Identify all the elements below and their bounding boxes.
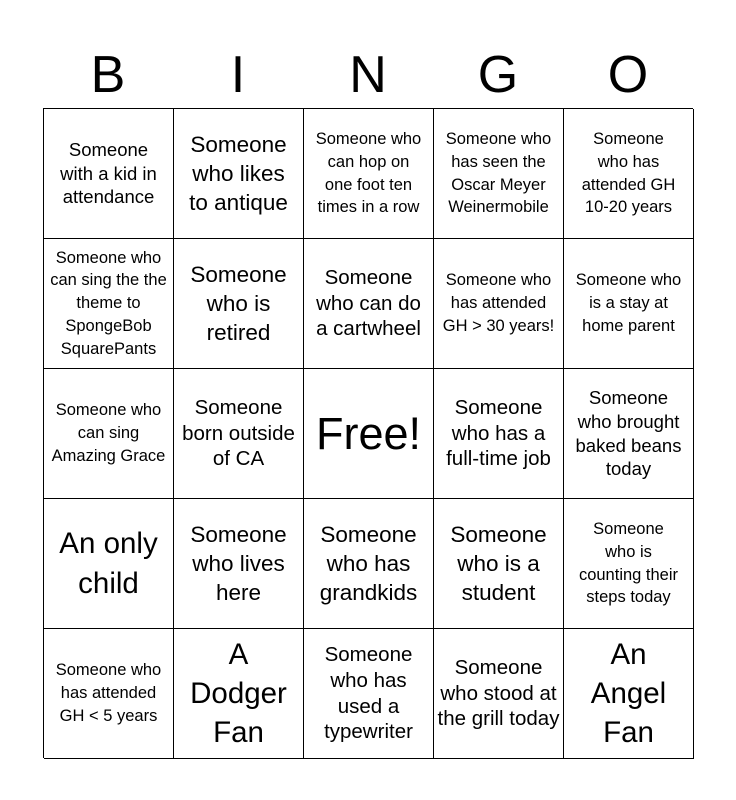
bingo-cell[interactable] (174, 629, 304, 759)
bingo-cell[interactable] (44, 629, 174, 759)
cell-text: Someone who brought baked beans today (575, 387, 682, 480)
bingo-cell[interactable] (304, 499, 434, 629)
bingo-cell[interactable] (174, 239, 304, 369)
bingo-cell[interactable] (564, 499, 694, 629)
cell-text: Someone who has a full-time job (446, 395, 551, 471)
free-space-cell[interactable] (304, 369, 434, 499)
bingo-cell[interactable] (174, 109, 304, 239)
cell-text: An Angel Fan (590, 637, 667, 750)
header-letter-n: N (349, 46, 387, 104)
bingo-cell[interactable] (434, 239, 564, 369)
cell-text: Someone who is retired (190, 261, 287, 346)
cell-text: Someone who has attended GH 10-20 years (581, 129, 676, 217)
bingo-cell[interactable] (434, 629, 564, 759)
cell-text: Someone who lives here (190, 521, 287, 606)
bingo-cell[interactable] (44, 369, 174, 499)
cell-text: Someone who has attended GH > 30 years! (442, 271, 555, 335)
cell-text: Someone with a kid in attendance (60, 138, 157, 208)
cell-text: Someone who can do a cartwheel (316, 265, 421, 341)
bingo-cell[interactable] (564, 239, 694, 369)
header-letter-o: O (607, 46, 649, 104)
cell-text: Someone who can sing Amazing Grace (51, 401, 166, 465)
cell-text: Someone who has grandkids (319, 521, 418, 606)
bingo-cell[interactable] (304, 629, 434, 759)
cell-text: Someone who likes to antique (189, 131, 288, 216)
bingo-cell[interactable] (564, 369, 694, 499)
bingo-cell[interactable] (304, 109, 434, 239)
bingo-cell[interactable] (44, 109, 174, 239)
header-letter-b: B (90, 46, 126, 104)
cell-text: An only child (59, 527, 158, 600)
bingo-cell[interactable] (174, 499, 304, 629)
header-letter-g: G (477, 46, 519, 104)
cell-text: Someone who can sing the the theme to SpongeBob SquarePants (50, 248, 167, 358)
bingo-cell[interactable] (434, 369, 564, 499)
bingo-cell[interactable] (434, 499, 564, 629)
cell-text: Someone who has attended GH < 5 years (55, 661, 162, 725)
header-letter-i: I (230, 46, 246, 104)
bingo-cell[interactable] (434, 109, 564, 239)
cell-text: Someone who is counting their steps today (578, 519, 679, 607)
bingo-board (43, 108, 693, 758)
cell-text: Someone who is a student (450, 521, 547, 606)
cell-text: Someone who is a stay at home parent (575, 271, 682, 335)
bingo-header (43, 42, 693, 108)
cell-text: A Dodger Fan (190, 637, 287, 750)
bingo-cell[interactable] (564, 629, 694, 759)
cell-text: Someone who has used a typewriter (324, 642, 413, 744)
cell-text: Someone who has seen the Oscar Meyer Weinermobile (445, 129, 552, 217)
cell-text: Someone born outside of CA (182, 395, 295, 471)
bingo-cell[interactable] (44, 499, 174, 629)
cell-text: Someone who can hop on one foot ten times in a row (315, 129, 422, 217)
free-space-text: Free! (315, 407, 422, 459)
cell-text: Someone who stood at the grill today (437, 655, 560, 731)
bingo-cell[interactable] (174, 369, 304, 499)
bingo-cell[interactable] (564, 109, 694, 239)
bingo-cell[interactable] (44, 239, 174, 369)
bingo-cell[interactable] (304, 239, 434, 369)
